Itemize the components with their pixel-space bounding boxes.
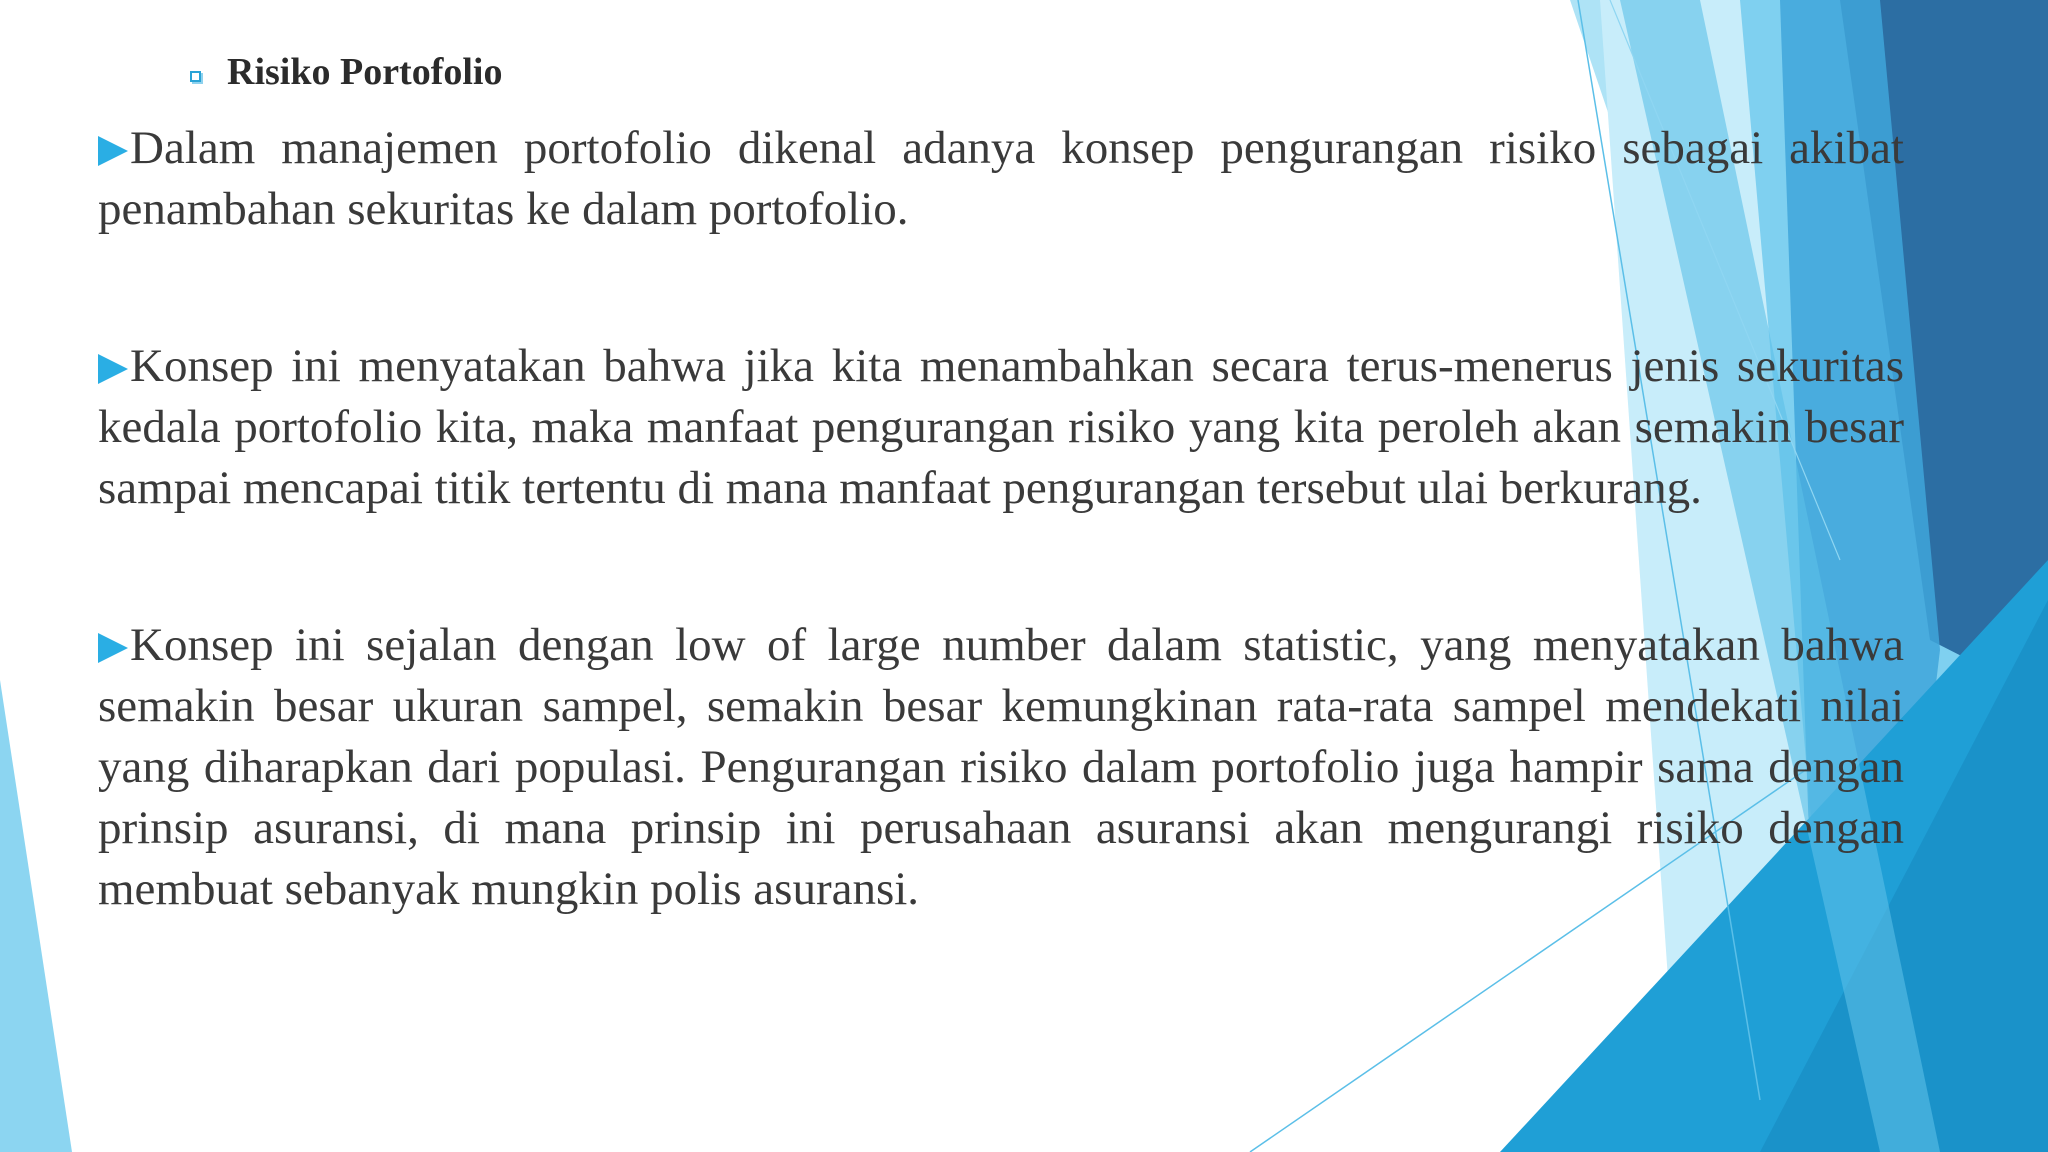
paragraph-3 (98, 615, 1904, 920)
square-bullet-icon (190, 71, 201, 82)
slide-body (98, 118, 1904, 920)
heading-text: Risiko Portofolio (227, 51, 503, 93)
paragraph-2 (98, 336, 1904, 519)
triangle-bullet-icon (98, 354, 128, 384)
triangle-bullet-icon (98, 633, 128, 663)
paragraph-2-text: Konsep ini menyatakan bahwa jika kita menambahkan secara terus-menerus jenis sekuritas kedala portofolio kita, maka manfaat pengurangan risiko yang kita peroleh akan semakin besar sampai mencapai titik tertentu di mana manfaat pengurangan tersebut ulai berkurang. (98, 340, 1904, 514)
paragraph-3-text: Konsep ini sejalan dengan low of large number dalam statistic, yang menyatakan bahwa semakin besar ukuran sampel, semakin besar kemungkinan rata-rata sampel mendekati nilai yang diharapkan dari populasi. Pengurangan risiko dalam portofolio juga hampir sama dengan prinsip asuransi, di mana prinsip ini perusahaan asuransi akan mengurangi risiko dengan membuat sebanyak mungkin polis asuransi. (98, 619, 1904, 915)
slide-heading (190, 50, 502, 94)
paragraph-1-text: Dalam manajemen portofolio dikenal adanya konsep pengurangan risiko sebagai akibat penambahan sekuritas ke dalam portofolio. (98, 122, 1904, 235)
triangle-bullet-icon (98, 136, 128, 166)
paragraph-1 (98, 118, 1904, 240)
